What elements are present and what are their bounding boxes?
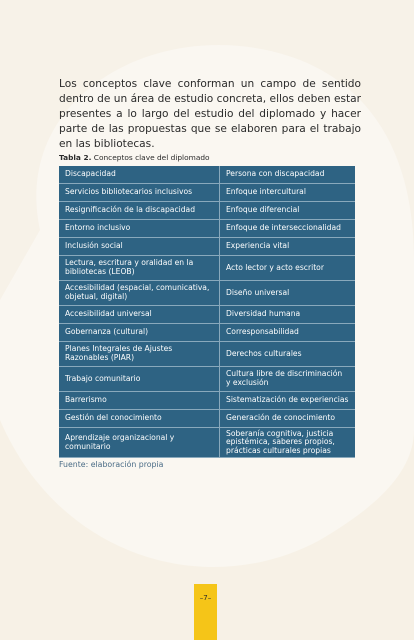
intro-paragraph: Los conceptos clave conforman un campo de sentido dentro de un área de estudio concreta, ellos deben estar presentes a lo largo del estudio del diplomado y hacer parte de las propuestas que se elaboren para el trabajo en las bibliotecas. <box>59 78 361 150</box>
table-cell: Inclusión social <box>59 238 220 256</box>
table-cell: Enfoque de interseccionalidad <box>220 220 356 238</box>
table-cell: Cultura libre de discriminación y exclusión <box>220 367 356 392</box>
table-cell: Entorno inclusivo <box>59 220 220 238</box>
table-cell: Enfoque intercultural <box>220 184 356 202</box>
table-cell: Persona con discapacidad <box>220 166 356 184</box>
table-cell: Enfoque diferencial <box>220 202 356 220</box>
source-note: Fuente: elaboración propia <box>59 460 164 469</box>
table-cell: Planes Integrales de Ajustes Razonables (PIAR) <box>59 342 220 367</box>
table-caption-label: Tabla 2. <box>59 153 92 162</box>
table-cell: Trabajo comunitario <box>59 367 220 392</box>
table-cell: Soberanía cognitiva, justicia epistémica, saberes propios, prácticas culturales propias <box>220 428 356 458</box>
table-row <box>59 392 355 410</box>
table-cell: Resignificación de la discapacidad <box>59 202 220 220</box>
key-concepts-table <box>59 166 355 458</box>
table-row <box>59 184 355 202</box>
table-row <box>59 306 355 324</box>
table-cell: Barrerismo <box>59 392 220 410</box>
table-row <box>59 410 355 428</box>
table-cell: Corresponsabilidad <box>220 324 356 342</box>
table-cell: Derechos culturales <box>220 342 356 367</box>
table-row <box>59 281 355 306</box>
table-row <box>59 428 355 458</box>
table-row <box>59 220 355 238</box>
table-row <box>59 342 355 367</box>
table-cell: Sistematización de experiencias <box>220 392 356 410</box>
page-number-tab <box>194 584 217 640</box>
table-cell: Diversidad humana <box>220 306 356 324</box>
table-caption <box>59 153 210 162</box>
table-cell: Servicios bibliotecarios inclusivos <box>59 184 220 202</box>
table-cell: Acto lector y acto escritor <box>220 256 356 281</box>
table-cell: Accesibilidad universal <box>59 306 220 324</box>
table-cell: Aprendizaje organizacional y comunitario <box>59 428 220 458</box>
table-row <box>59 166 355 184</box>
table-cell: Gestión del conocimiento <box>59 410 220 428</box>
page-number: –7– <box>199 594 212 602</box>
table-caption-text: Conceptos clave del diplomado <box>93 153 210 162</box>
table-cell: Diseño universal <box>220 281 356 306</box>
table-cell: Lectura, escritura y oralidad en la bibliotecas (LEOB) <box>59 256 220 281</box>
table-row <box>59 367 355 392</box>
table-cell: Gobernanza (cultural) <box>59 324 220 342</box>
table-row <box>59 256 355 281</box>
table-row <box>59 238 355 256</box>
table-row <box>59 202 355 220</box>
table-cell: Discapacidad <box>59 166 220 184</box>
table-row <box>59 324 355 342</box>
table-cell: Generación de conocimiento <box>220 410 356 428</box>
table-cell: Accesibilidad (espacial, comunicativa, objetual, digital) <box>59 281 220 306</box>
table-cell: Experiencia vital <box>220 238 356 256</box>
